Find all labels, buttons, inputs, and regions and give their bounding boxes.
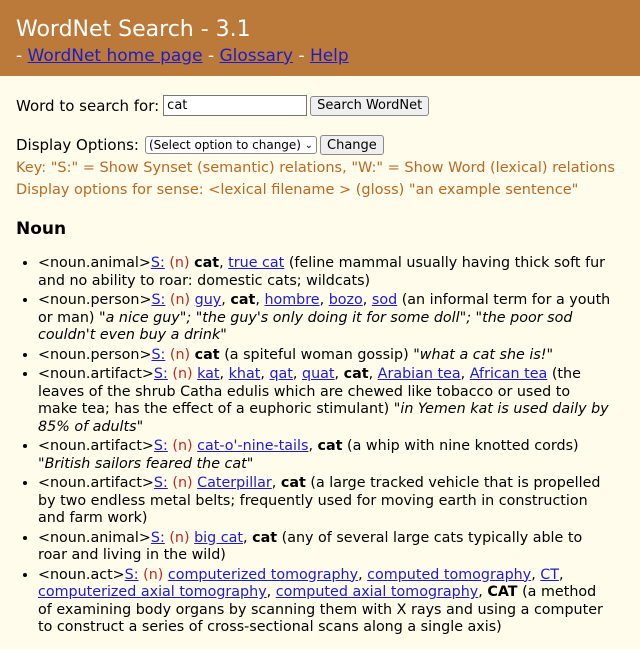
sense-item: • <noun.artifact>S: (n) Caterpillar, cat (a large tracked vehicle that is propelled by two endless metal belts; frequently used for moving earth in construction and farm work) [38, 475, 613, 528]
gloss: (any of several large cats typically able to roar and living in the wild) [38, 529, 583, 563]
headword: cat [230, 292, 256, 308]
word-link[interactable]: hombre [264, 292, 320, 308]
word-link[interactable]: kat [197, 366, 220, 382]
part-of-speech: (n) [169, 292, 191, 308]
link-separator: - [207, 46, 215, 66]
headword: cat [194, 346, 220, 363]
synset-link[interactable]: S: [124, 566, 139, 583]
word-link[interactable]: Arabian tea [377, 366, 461, 382]
lexical-filename: <noun.artifact> [38, 366, 154, 382]
part-of-speech: (n) [172, 366, 193, 382]
display-options-legend: Display options for sense: <lexical filename > (gloss) "an example sentence" [16, 182, 579, 198]
part-of-speech: (n) [172, 438, 193, 454]
headword: cat [252, 529, 278, 546]
lexical-filename: <noun.artifact> [38, 438, 154, 454]
sense-item [38, 347, 613, 365]
word-link[interactable]: sod [371, 292, 398, 308]
page-title: WordNet Search - 3.1 [16, 17, 251, 42]
word-link[interactable]: qat [269, 366, 293, 382]
synset-link[interactable]: S: [151, 346, 166, 363]
part-of-speech: (n) [172, 475, 193, 491]
synset-link[interactable]: S: [153, 475, 168, 491]
headword: CAT [487, 584, 518, 600]
lexical-filename: <noun.person> [38, 346, 152, 363]
headword: cat [317, 438, 343, 454]
part-of-speech: (n) [169, 529, 190, 546]
link-separator: - [298, 46, 305, 66]
search-label: Word to search for: [16, 96, 160, 115]
search-wordnet-button[interactable]: Search WordNet [310, 96, 429, 116]
synset-link[interactable]: S: [153, 366, 168, 382]
headword: cat [280, 475, 306, 491]
sense-item: • <noun.artifact>S: (n) kat, khat, qat, quat, cat, Arabian tea, African tea (the leaves of the shrub Catha edulis which are chewed like tobacco or used to make tea; has the effect of a euphoric stimulant) "in Yemen kat is used daily by 85% of adults" [38, 366, 613, 436]
gloss: (a large tracked vehicle that is propelled by two endless metal belts; frequently used for moving earth in construction and farm work) [38, 475, 601, 526]
word-link[interactable]: cat-o'-nine-tails [197, 438, 309, 454]
word-link[interactable]: CT [540, 566, 560, 583]
gloss: (feline mammal usually having thick soft fur and no ability to roar: domestic cats; wildcats) [38, 255, 606, 289]
gloss: (the leaves of the shrub Catha edulis which are chewed like tobacco or used to make tea; has the effect of a euphoric stimulant) [38, 366, 581, 417]
section-heading: Noun [16, 219, 67, 239]
word-link[interactable]: quat [302, 366, 335, 382]
gloss: (an informal term for a youth or man) [38, 292, 611, 326]
word-link[interactable]: big cat [194, 529, 244, 546]
word-link[interactable]: khat [228, 366, 261, 382]
link-separator: - [16, 46, 23, 66]
change-button[interactable]: Change [320, 135, 384, 155]
word-link[interactable]: true cat [228, 255, 285, 271]
display-options-select[interactable] [145, 136, 317, 154]
sense-item: • <noun.act>S: (n) computerized tomography, computed tomography, CT, computerized axial tomography, computed axial tomography, CAT (a method of examining body organs by scanning them with X rays and using a computer to construct a series of cross-sectional scans along a single axis) [38, 567, 613, 637]
lexical-filename: <noun.animal> [38, 529, 151, 546]
sense-item: • <noun.animal>S: (n) cat, true cat (feline mammal usually having thick soft fur and no ability to roar: domestic cats; wildcats) [38, 255, 613, 290]
lexical-filename: <noun.person> [38, 292, 152, 308]
page-header [0, 0, 640, 76]
search-row [16, 95, 429, 116]
synset-link[interactable]: S: [151, 292, 166, 308]
display-options-label: Display Options: [16, 136, 139, 154]
display-options-selected: (Select option to change) [149, 138, 301, 152]
synset-link[interactable]: S: [150, 529, 165, 546]
display-options-row [16, 135, 384, 155]
synset-link[interactable]: S: [150, 255, 165, 271]
sense-item: • <noun.animal>S: (n) big cat, cat (any of several large cats typically able to roar and living in the wild) [38, 530, 613, 565]
example-sentence: "what a cat she is!" [413, 346, 554, 363]
headword: cat [194, 255, 220, 271]
lexical-filename: <noun.animal> [38, 255, 151, 271]
word-link[interactable]: computerized tomography [167, 566, 359, 583]
word-link[interactable]: computerized axial tomography [38, 584, 267, 600]
sense-item: • <noun.artifact>S: (n) cat-o'-nine-tails, cat (a whip with nine knotted cords) "British sailors feared the cat" [38, 438, 613, 473]
part-of-speech: (n) [169, 346, 191, 363]
headword: cat [343, 366, 369, 382]
example-sentence: "a nice guy"; "the guy's only doing it for some doll"; "the poor sod couldn't even buy a drink" [38, 309, 573, 343]
search-input[interactable] [163, 95, 307, 116]
help-link[interactable]: Help [309, 46, 349, 66]
lexical-filename: <noun.act> [38, 566, 125, 583]
word-link[interactable]: guy [194, 292, 222, 308]
header-links [16, 45, 624, 67]
gloss: (a method of examining body organs by scanning them with X rays and using a computer to construct a series of cross-sectional scans along a single axis) [38, 584, 603, 635]
lexical-filename: <noun.artifact> [38, 475, 154, 491]
word-link[interactable]: computed tomography [367, 566, 532, 583]
glossary-link[interactable]: Glossary [219, 46, 293, 66]
sense-item: • <noun.person>S: (n) guy, cat, hombre, bozo, sod (an informal term for a youth or man) "a nice guy"; "the guy's only doing it for some doll"; "the poor sod couldn't even buy a drink" [38, 292, 613, 345]
part-of-speech: (n) [169, 255, 190, 271]
wordnet-home-link[interactable]: WordNet home page [27, 46, 203, 66]
word-link[interactable]: African tea [469, 366, 548, 382]
key-legend: Key: "S:" = Show Synset (semantic) relations, "W:" = Show Word (lexical) relations [16, 160, 615, 176]
word-link[interactable]: bozo [328, 292, 363, 308]
example-sentence: "British sailors feared the cat" [38, 455, 254, 472]
part-of-speech: (n) [143, 566, 164, 583]
gloss: (a whip with nine knotted cords) [347, 438, 579, 454]
synset-link[interactable]: S: [153, 438, 168, 454]
example-sentence: "in Yemen kat is used daily by 85% of adults" [38, 401, 609, 435]
word-link[interactable]: computed axial tomography [275, 584, 479, 600]
chevron-down-icon: ⌄ [304, 139, 313, 151]
sense-list [0, 255, 613, 639]
gloss: (a spiteful woman gossip) [224, 346, 409, 363]
word-link[interactable]: Caterpillar [197, 475, 272, 491]
